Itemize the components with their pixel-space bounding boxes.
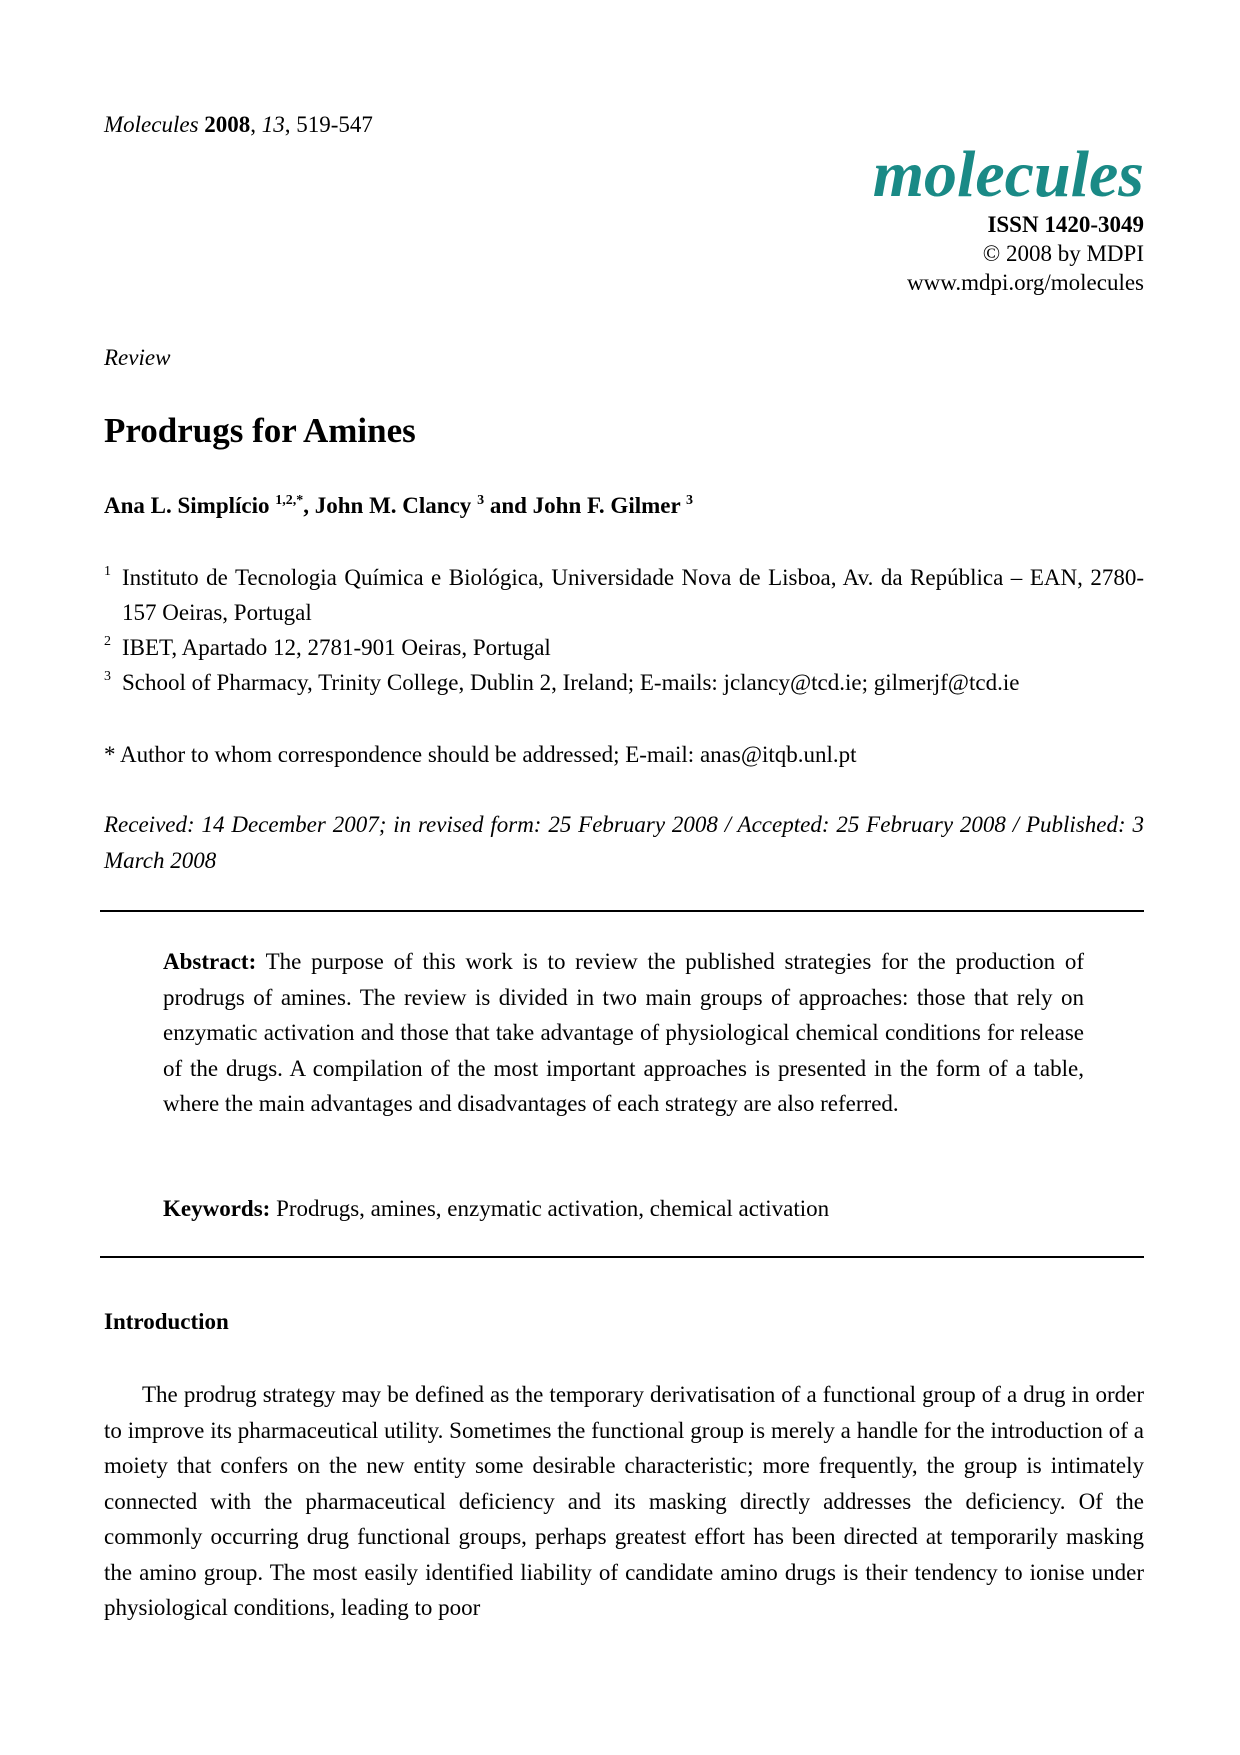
author-separator: and [484,493,533,518]
citation-comma: , [250,112,257,137]
keywords-label: Keywords: [163,1196,271,1221]
abstract [163,944,1084,1122]
issn: ISSN 1420-3049 [987,212,1144,237]
affiliation-number: 2 [104,634,111,649]
author-list [104,493,693,519]
affiliation-item [104,630,1144,665]
affiliation-text: School of Pharmacy, Trinity College, Dublin 2, Ireland; E-mails: jclancy@tcd.ie; gilmerjf@tcd.ie [122,670,1020,695]
abstract-text: The purpose of this work is to review the published strategies for the production of prodrugs of amines. The review is divided in two main groups of approaches: those that rely on enzymatic activation and those that take advantage of physiological chemical conditions for release of the drugs. A compilation of the most important approaches is presented in the form of a table, where the main advantages and disadvantages of each strategy are also referred. [163,949,1084,1116]
journal-url: www.mdpi.org/molecules [907,270,1144,295]
journal-year: 2008 [204,112,251,137]
article-title: Prodrugs for Amines [104,411,416,450]
divider [100,1256,1144,1258]
journal-logo: molecules [872,138,1144,211]
article-type: Review [104,345,171,370]
journal-brand [873,140,1144,297]
affiliation-text: Instituto de Tecnologia Química e Biológica, Universidade Nova de Lisboa, Av. da República – EAN, 2780-157 Oeiras, Portugal [122,565,1144,625]
affiliation-number: 1 [104,564,111,579]
author-name: John M. Clancy [314,493,472,518]
author-affiliation-marker: 1,2,* [275,493,304,508]
body-paragraph: The prodrug strategy may be defined as the temporary derivatisation of a functional group of a drug in order to improve its pharmaceutical utility. Sometimes the functional group is merely a handle for the introduction of a moiety that confers on the new entity some desirable characteristic; more frequently, the group is intimately connected with the pharmaceutical deficiency and its masking directly addresses the deficiency. Of the commonly occurring drug functional groups, perhaps greatest effort has been directed at temporarily masking the amino group. The most easily identified liability of candidate amino drugs is their tendency to ionise under physiological conditions, leading to poor [104,1382,1144,1620]
keywords-text: Prodrugs, amines, enzymatic activation, chemical activation [276,1196,830,1221]
journal-name: Molecules [104,112,199,137]
section-heading: Introduction [104,1309,229,1334]
affiliation-item [104,560,1144,630]
divider [100,910,1144,912]
journal-citation [104,110,373,140]
author-affiliation-marker: 3 [686,493,694,508]
affiliation-text: IBET, Apartado 12, 2781-901 Oeiras, Portugal [122,635,551,660]
correspondence-note: * Author to whom correspondence should be addressed; E-mail: anas@itqb.unl.pt [104,742,857,767]
abstract-label: Abstract: [163,949,257,974]
affiliation-item [104,665,1144,700]
author-affiliation-marker: 3 [477,493,485,508]
copyright: © 2008 by MDPI [982,241,1144,266]
journal-pages: , 519-547 [284,112,373,137]
affiliation-number: 3 [104,669,111,684]
keywords [163,1196,829,1222]
author-name: Ana L. Simplício [104,493,270,518]
publication-dates: Received: 14 December 2007; in revised form: 25 February 2008 / Accepted: 25 February 2008 / Published: 3 March 2008 [104,812,1144,873]
journal-volume: 13 [261,112,285,137]
author-name: John F. Gilmer [532,493,681,518]
author-separator: , [303,493,315,518]
